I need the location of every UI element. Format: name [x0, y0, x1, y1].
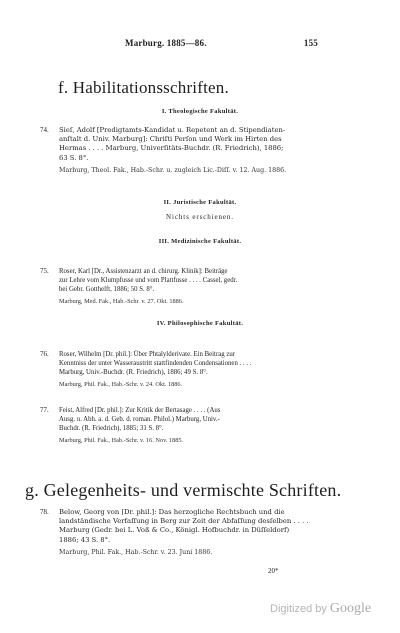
entry-line: Feist, Alfred [Dr. phil.]: Zur Kritik der Bertasage . . . . (Aus: [59, 407, 221, 414]
nothing-published-note: Nichts erschienen.: [166, 213, 234, 221]
entry-line: Below, Georg von [Dr. phil.]: Das herzogliche Rechtsbuch und die: [59, 508, 285, 516]
watermark-prefix: Digitized by: [270, 603, 330, 615]
running-title: Marburg. 1885—86.: [125, 38, 207, 48]
entry-note: Marburg, Med. Fak., Hab.-Schr. v. 27. Okt. 1886.: [59, 298, 184, 305]
entry-text: [59, 126, 349, 163]
subheading-law: II. Juristische Fakultät.: [163, 199, 237, 206]
entry-text: [59, 406, 349, 434]
entry-text: [59, 350, 349, 378]
entry-line: 63 S. 8°.: [59, 153, 89, 162]
entry-number: 76.: [40, 350, 49, 358]
section-heading-miscellaneous: g. Gelegenheits- und vermischte Schriften.: [25, 480, 342, 500]
entry-line: Sieſ, Adolf [Predigtamts-Kandidat u. Repetent an d. Stipendiaten-: [59, 126, 286, 134]
entry-line: bei Gebr. Gotthelft, 1886; 50 S. 8°.: [59, 286, 155, 294]
entry-note: Marburg, Phil. Fak., Hab.-Schr. v. 16. Nov. 1885.: [59, 437, 184, 444]
entry-line: zur Lehre vom Klumpfusse und vom Plattfusse . . . . Cassel, gedr.: [59, 277, 238, 285]
entry-text: [59, 508, 349, 545]
watermark-brand: Google: [329, 601, 372, 616]
entry-number: 77.: [40, 406, 49, 414]
section-heading-habilitation: f. Habilitationsschriften.: [58, 78, 229, 97]
entry-line: anſtalt d. Univ. Marburg]: Chriſti Perſon und Werk im Hirten des: [59, 135, 282, 144]
entry-number: 74.: [40, 126, 49, 134]
entry-note: Marburg, Theol. Fak., Hab.-Schr. u. zugleich Lic.-Diſſ. v. 12. Aug. 1886.: [59, 167, 287, 174]
page-number: 155: [303, 38, 318, 48]
entry-note: Marburg, Phil. Fak., Hab.-Schr. v. 24. Okt. 1886.: [59, 381, 183, 388]
running-header: [0, 38, 400, 52]
entry-line: Marburg, Univ.-Buchdr. (R. Friedrich), 1886; 49 S. 8°.: [59, 369, 208, 377]
entry-line: Marburg (Gedr. bei L. Voß & Co., Königl. Hofbuchdr. in Düſſeldorf): [59, 526, 290, 535]
entry-note: Marburg, Phil. Fak., Hab.-Schr. v. 23. Juni 1886.: [59, 549, 213, 556]
entry-number: 75.: [40, 267, 49, 275]
entry-number: 78.: [40, 508, 49, 516]
subheading-philosophy: IV. Philosophische Fakultät.: [156, 320, 244, 327]
subheading-medicine: III. Medizinische Fakultät.: [158, 238, 242, 245]
entry-line: Roser, Karl [Dr., Assistenzarzt an d. chirurg. Klinik]: Beiträge: [59, 268, 228, 275]
entry-line: Kenntniss der unter Wasseraustritt stattfindenden Condensationen . . . .: [59, 360, 252, 368]
entry-line: Buchdr. (R. Friedrich), 1885; 31 S. 8°.: [59, 425, 164, 433]
entry-line: Hermas . . . . Marburg, Univerſitäts-Buchdr. (R. Friedrich), 1886;: [59, 144, 284, 153]
entry-line: Ausg. u. Abh. a. d. Geb. d. roman. Philol.) Marburg, Univ.-: [59, 416, 220, 424]
entry-line: landständische Verfaſſung in Berg zur Zeit der Abfaſſung desſelben . . . .: [59, 517, 309, 526]
entry-text: [59, 267, 349, 295]
signature-mark: 20*: [268, 567, 279, 575]
digitization-watermark: [270, 601, 371, 617]
entry-line: Roser, Wilhelm [Dr. phil.]: Über Phtalylderivate. Ein Beitrag zur: [59, 351, 236, 358]
subheading-theology: I. Theologische Fakultät.: [161, 108, 239, 115]
entry-line: 1886; 43 S. 8°.: [59, 535, 111, 544]
